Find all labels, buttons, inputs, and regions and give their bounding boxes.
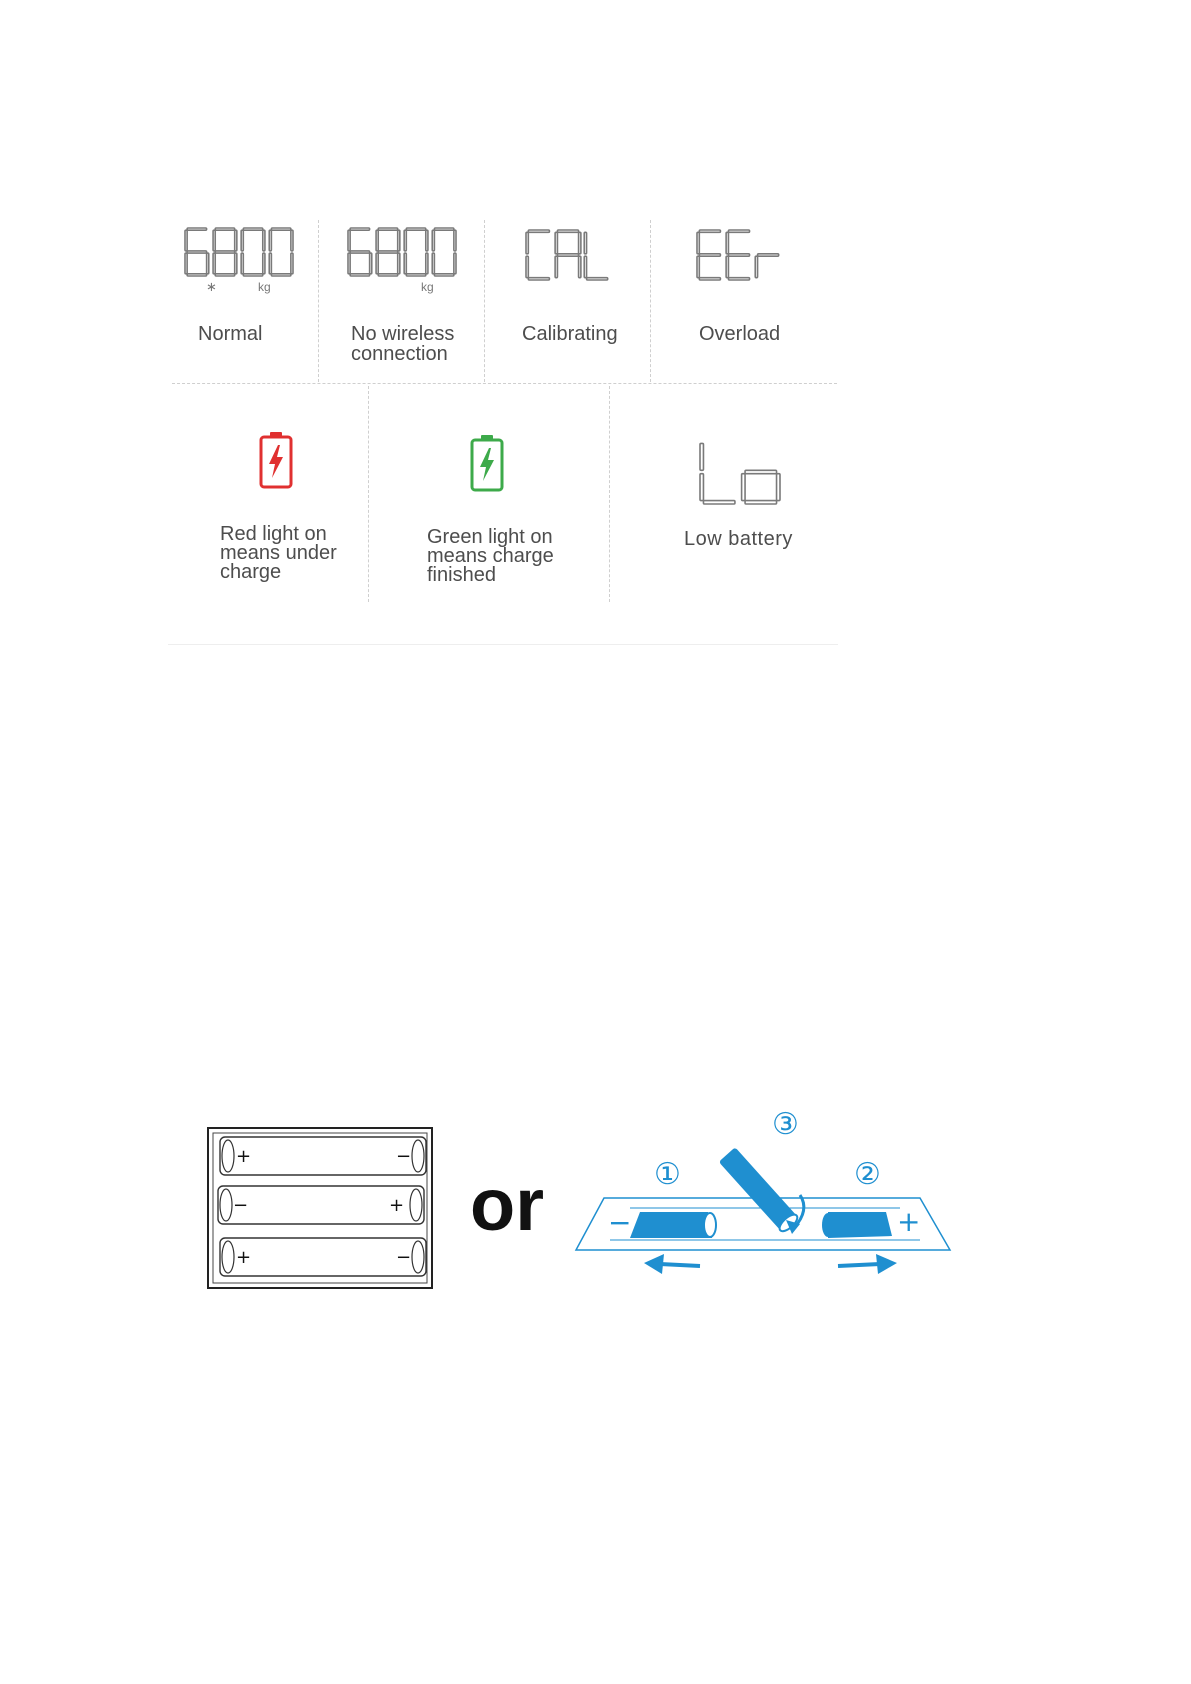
battery-right <box>822 1212 892 1238</box>
lcd-segment <box>528 230 549 232</box>
lcd-segment <box>406 228 425 230</box>
status-label: Overload <box>699 323 781 345</box>
status-label-line1: Green light on <box>427 526 553 548</box>
lcd-segment <box>406 274 425 276</box>
lcd-segment <box>404 230 406 251</box>
polarity-label: − <box>396 1247 412 1268</box>
polarity-label: − <box>233 1195 249 1216</box>
divider <box>172 383 837 384</box>
battery-row-2 <box>218 1186 424 1224</box>
lcd-segment <box>215 274 234 276</box>
lcd-segment <box>187 228 206 230</box>
lcd-segment <box>726 232 728 254</box>
lcd-segment <box>235 230 237 251</box>
unit-label: kg <box>421 280 434 294</box>
step-2-label: ② <box>854 1157 881 1192</box>
lcd-segment <box>555 256 557 278</box>
divider <box>609 386 610 602</box>
lcd-segment <box>376 253 378 274</box>
lcd-display-normal <box>185 228 293 276</box>
lcd-segment <box>579 232 581 254</box>
green-battery-icon <box>469 433 505 493</box>
lcd-segment <box>728 230 749 232</box>
lcd-segment <box>269 230 271 251</box>
lcd-segment <box>726 256 728 278</box>
lcd-segment <box>185 230 187 251</box>
divider <box>318 220 319 382</box>
lcd-segment <box>350 274 369 276</box>
arrow-left-icon <box>644 1254 700 1274</box>
lcd-segment <box>528 278 549 280</box>
battery-install-diagram <box>570 1100 960 1300</box>
lcd-segment <box>187 274 206 276</box>
polarity-label: − <box>396 1146 412 1167</box>
lcd-segment <box>745 470 776 473</box>
polarity-label: + <box>236 1146 252 1167</box>
lcd-segment <box>699 230 720 232</box>
red-battery-icon <box>258 430 294 490</box>
battery-row-1 <box>220 1137 426 1175</box>
lcd-segment <box>187 251 206 253</box>
lcd-display-low-battery <box>700 440 780 504</box>
lcd-display-overload <box>697 230 781 280</box>
battery-left <box>630 1212 716 1238</box>
status-label-line3: charge <box>220 561 282 583</box>
lcd-segment <box>742 474 745 501</box>
arrow-right-icon <box>838 1254 897 1274</box>
minus-sign: − <box>608 1206 632 1239</box>
lcd-segment <box>271 228 290 230</box>
lcd-segment <box>454 230 456 251</box>
lcd-segment <box>728 278 749 280</box>
lcd-segment <box>557 230 578 232</box>
lcd-segment <box>584 232 586 254</box>
battery-row-3 <box>220 1238 426 1276</box>
lcd-segment <box>185 253 187 274</box>
lcd-segment <box>271 274 290 276</box>
lcd-segment <box>378 228 397 230</box>
lcd-segment <box>269 253 271 274</box>
lcd-segment <box>241 253 243 274</box>
lcd-segment <box>703 501 734 504</box>
lcd-segment <box>291 253 293 274</box>
lcd-segment <box>207 253 209 274</box>
lcd-segment <box>526 232 528 254</box>
lcd-segment <box>587 278 608 280</box>
polarity-label: + <box>389 1195 405 1216</box>
lcd-segment <box>350 228 369 230</box>
lcd-segment <box>432 253 434 274</box>
lcd-segment <box>426 230 428 251</box>
lcd-segment <box>555 232 557 254</box>
lcd-segment <box>398 230 400 251</box>
lcd-segment <box>263 230 265 251</box>
status-label: Low battery <box>684 528 793 550</box>
lcd-display-calibrating <box>526 230 610 280</box>
lcd-segment <box>584 256 586 278</box>
bluetooth-icon: ∗ <box>206 279 217 294</box>
status-label-line2: means under <box>220 542 337 564</box>
lcd-segment <box>241 230 243 251</box>
status-label-line1: Red light on <box>220 523 327 545</box>
status-label-line1: No wireless <box>351 323 455 345</box>
status-label-line2: connection <box>351 343 448 365</box>
lcd-segment <box>434 274 453 276</box>
step-1-label: ① <box>654 1157 681 1192</box>
divider <box>650 220 651 382</box>
lcd-segment <box>243 274 262 276</box>
lcd-display-no-wireless <box>348 228 456 276</box>
status-label-line3: finished <box>427 564 496 586</box>
lcd-segment <box>426 253 428 274</box>
lcd-segment <box>404 253 406 274</box>
lcd-segment <box>697 232 699 254</box>
lcd-segment <box>755 256 757 278</box>
lcd-segment <box>213 253 215 274</box>
lcd-segment <box>526 256 528 278</box>
lcd-segment <box>699 254 720 256</box>
lcd-segment <box>350 251 369 253</box>
status-label: Normal <box>198 323 263 345</box>
lcd-segment <box>434 228 453 230</box>
lcd-segment <box>454 253 456 274</box>
lcd-segment <box>728 254 749 256</box>
lcd-segment <box>348 230 350 251</box>
status-label-line2: means charge <box>427 545 554 567</box>
lcd-segment <box>700 474 703 501</box>
lcd-segment <box>699 278 720 280</box>
lcd-segment <box>215 251 234 253</box>
polarity-label: + <box>236 1247 252 1268</box>
lcd-segment <box>235 253 237 274</box>
plus-sign: + <box>897 1205 921 1238</box>
divider <box>484 220 485 382</box>
battery-holder-diagram <box>206 1126 436 1292</box>
lcd-segment <box>348 253 350 274</box>
lcd-segment <box>398 253 400 274</box>
unit-label: kg <box>258 280 271 294</box>
lcd-segment <box>579 256 581 278</box>
lcd-segment <box>378 251 397 253</box>
lcd-segment <box>378 274 397 276</box>
or-separator: or <box>470 1163 544 1246</box>
lcd-segment <box>697 256 699 278</box>
step-3-label: ③ <box>772 1107 799 1142</box>
lcd-segment <box>243 228 262 230</box>
lcd-segment <box>376 230 378 251</box>
lcd-segment <box>758 254 779 256</box>
lcd-segment <box>263 253 265 274</box>
lcd-segment <box>432 230 434 251</box>
lcd-segment <box>291 230 293 251</box>
divider <box>168 644 838 645</box>
lcd-segment <box>370 253 372 274</box>
lcd-segment <box>557 254 578 256</box>
status-label: Calibrating <box>522 323 618 345</box>
lcd-segment <box>777 474 780 501</box>
lcd-segment <box>745 501 776 504</box>
lcd-segment <box>215 228 234 230</box>
lcd-segment <box>700 443 703 470</box>
lcd-segment <box>213 230 215 251</box>
divider <box>368 386 369 602</box>
